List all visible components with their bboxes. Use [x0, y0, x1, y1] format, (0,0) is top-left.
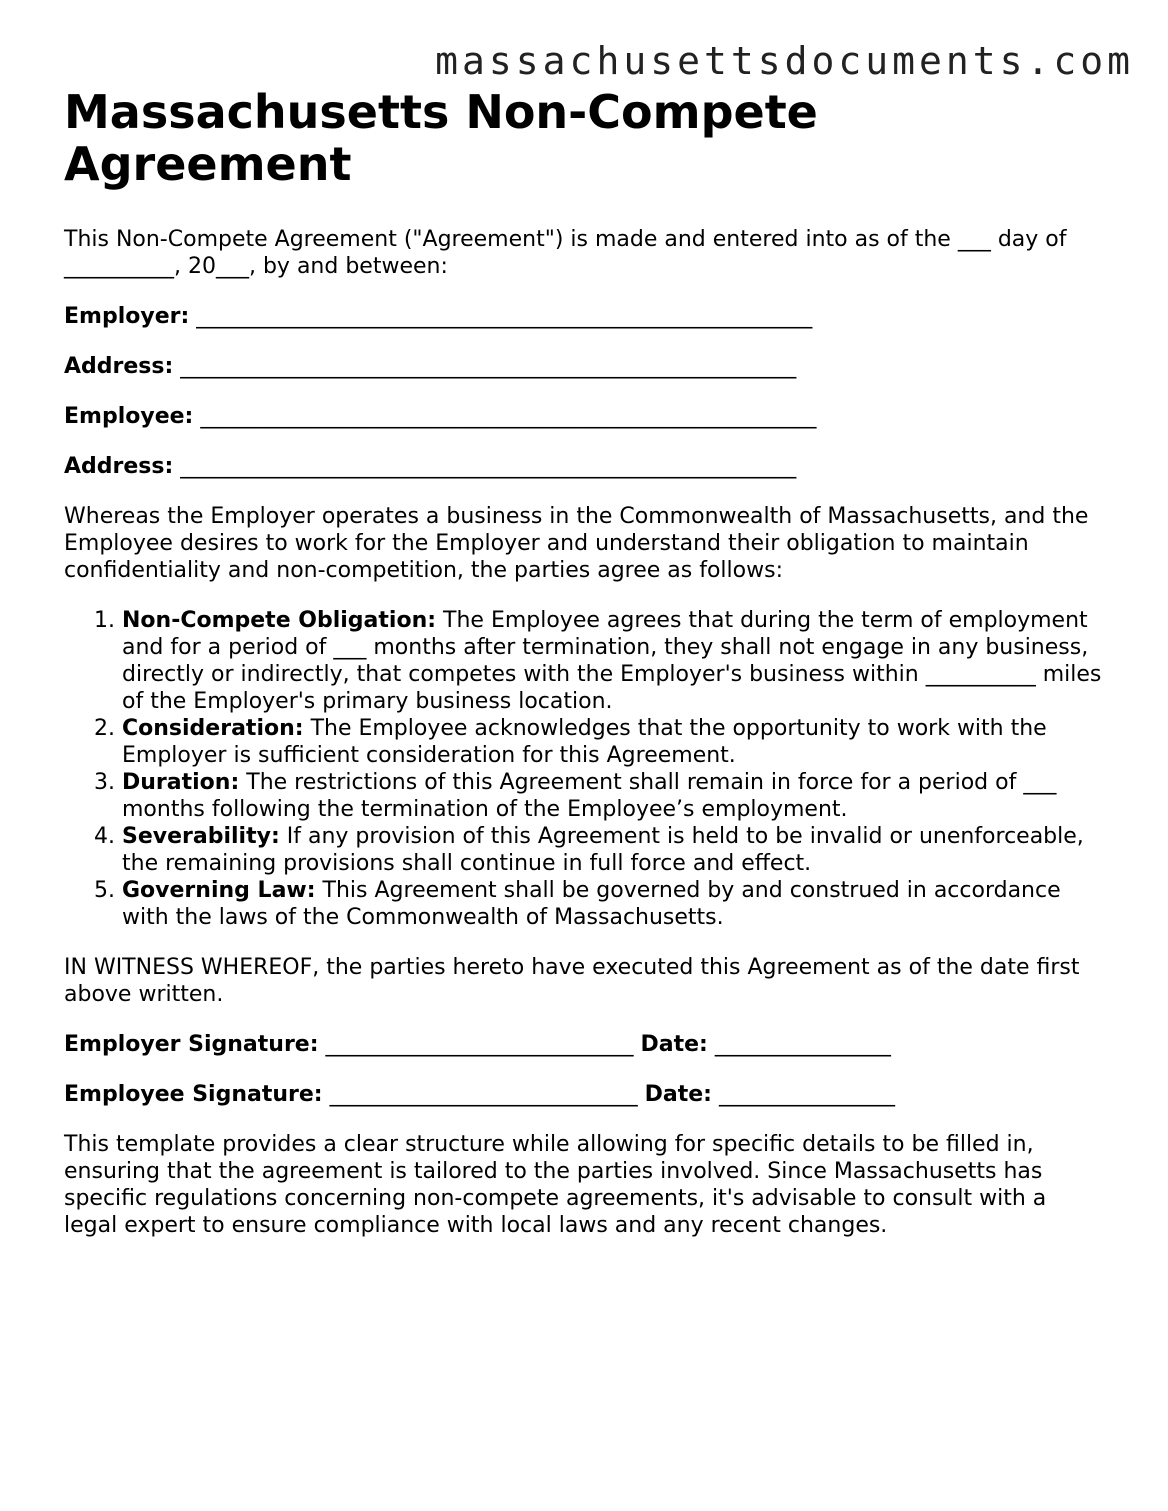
- clause-item: [122, 823, 1104, 877]
- employer-signature-line: [64, 1031, 1104, 1058]
- clause-text: The Employee acknowledges that the opportunity to work with the Employer is sufficient consideration for this Agreement.: [122, 716, 1047, 768]
- document-title: Massachusetts Non-Compete Agreement: [64, 85, 818, 191]
- closing-paragraph: This template provides a clear structure while allowing for specific details to be filled in, ensuring that the agreement is tailored to the parties involved. Since Massachusetts has specific regulations concerning non-compete agreements, it's advisable to consult with a legal expert to ensure compliance with local laws and any recent changes.: [64, 1132, 1047, 1238]
- field-blank: ________________________________________________________: [180, 454, 797, 479]
- whereas-paragraph: Whereas the Employer operates a business in the Commonwealth of Massachusetts, and the Employee desires to work for the Employer and understand their obligation to maintain confidentiality and non-competition, the parties agree as follows:: [64, 504, 1089, 583]
- field-label: Address:: [64, 354, 174, 379]
- date-blank: ________________: [714, 1032, 891, 1057]
- employee-field: [64, 403, 1104, 430]
- clause-heading: Non-Compete Obligation:: [122, 608, 437, 633]
- field-label: Employer:: [64, 304, 190, 329]
- signature-label: Employer Signature:: [64, 1032, 319, 1057]
- clause-text: The Employee agrees that during the term of employment and for a period of ___ months after termination, they shall not engage in any business, directly or indirectly, that competes with the Employer's business within __________ miles of the Employer's primary business location.: [122, 608, 1102, 714]
- clause-item: [122, 769, 1104, 823]
- field-label: Employee:: [64, 404, 194, 429]
- clause-heading: Consideration:: [122, 716, 304, 741]
- field-blank: ________________________________________________________: [180, 354, 797, 379]
- intro-paragraph: This Non-Compete Agreement ("Agreement") is made and entered into as of the ___ day of __________, 20___, by and between:: [64, 227, 1067, 279]
- site-watermark: massachusettsdocuments.com: [435, 39, 1134, 83]
- document-body: [64, 86, 1104, 1239]
- date-label: Date:: [640, 1032, 708, 1057]
- clause-heading: Severability:: [122, 824, 280, 849]
- clause-item: [122, 877, 1104, 931]
- employee-address-field: [64, 453, 1104, 480]
- clause-list: [64, 607, 1104, 931]
- witness-paragraph: IN WITNESS WHEREOF, the parties hereto have executed this Agreement as of the date first above written.: [64, 955, 1080, 1007]
- clause-text: The restrictions of this Agreement shall remain in force for a period of ___ months following the termination of the Employee’s employment.: [122, 770, 1057, 822]
- clause-item: [122, 607, 1104, 715]
- field-label: Address:: [64, 454, 174, 479]
- clause-heading: Governing Law:: [122, 878, 316, 903]
- date-blank: ________________: [718, 1082, 895, 1107]
- signature-blank: ____________________________: [325, 1032, 634, 1057]
- employer-address-field: [64, 353, 1104, 380]
- field-blank: ________________________________________________________: [200, 404, 817, 429]
- employee-signature-line: [64, 1081, 1104, 1108]
- employer-field: [64, 303, 1104, 330]
- clause-text: This Agreement shall be governed by and construed in accordance with the laws of the Commonwealth of Massachusetts.: [122, 878, 1061, 930]
- signature-label: Employee Signature:: [64, 1082, 323, 1107]
- clause-text: If any provision of this Agreement is held to be invalid or unenforceable, the remaining provisions shall continue in full force and effect.: [122, 824, 1084, 876]
- field-blank: ________________________________________________________: [196, 304, 813, 329]
- clause-heading: Duration:: [122, 770, 240, 795]
- date-label: Date:: [644, 1082, 712, 1107]
- signature-blank: ____________________________: [329, 1082, 638, 1107]
- clause-item: [122, 715, 1104, 769]
